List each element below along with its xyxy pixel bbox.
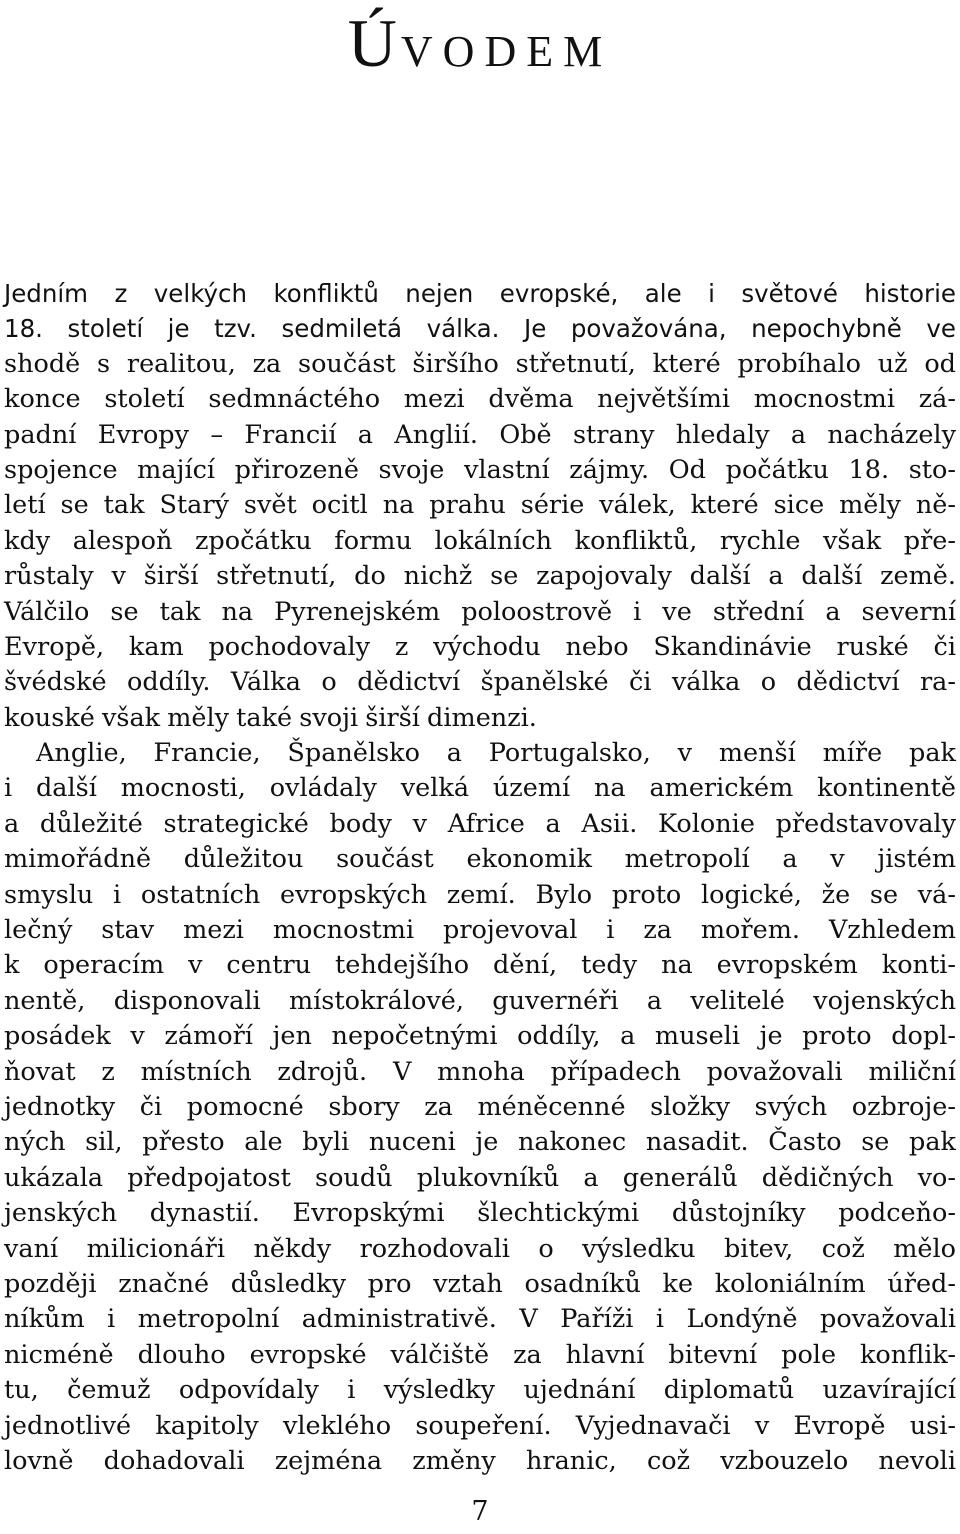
text-line: švédské oddíly. Válka o dědictví španělské či válka o dědictví ra- bbox=[4, 667, 956, 698]
chapter-title-rest: VODEM bbox=[400, 27, 613, 76]
body-text bbox=[4, 276, 956, 1479]
text-line: shodě s realitou, za součást širšího střetnutí, které probíhalo už od bbox=[4, 348, 956, 379]
text-line: jenských dynastií. Evropskými šlechtickými důstojníky podceňo- bbox=[4, 1198, 956, 1229]
page-number: 7 bbox=[471, 1496, 489, 1527]
text-line: 18. století je tzv. sedmiletá válka. Je považována, nepochybně ve bbox=[4, 314, 956, 344]
text-line: mimořádně důležitou součást ekonomik metropolí a v jistém bbox=[4, 844, 956, 875]
text-line: ukázala předpojatost soudů plukovníků a generálů dědičných vo- bbox=[4, 1162, 956, 1193]
text-line: letí se tak Starý svět ocitl na prahu série válek, které sice měly ně- bbox=[4, 490, 956, 521]
text-line: růstaly v širší střetnutí, do nichž se zapojovaly další a další země. bbox=[4, 561, 956, 592]
text-line: i další mocnosti, ovládaly velká území na americkém kontinentě bbox=[4, 773, 956, 804]
text-line: ných sil, přesto ale byli nuceni je nakonec nasadit. Často se pak bbox=[4, 1127, 956, 1158]
text-line: konce století sedmnáctého mezi dvěma největšími mocnostmi zá- bbox=[4, 384, 956, 415]
text-line: lečný stav mezi mocnostmi projevoval i za mořem. Vzhledem bbox=[4, 915, 956, 946]
text-line: k operacím v centru tehdejšího dění, tedy na evropském konti- bbox=[4, 950, 956, 981]
text-line: spojence mající přirozeně svoje vlastní zájmy. Od počátku 18. sto- bbox=[4, 454, 956, 485]
text-line: jednotlivé kapitoly vleklého soupeření. Vyjednavači v Evropě usi- bbox=[4, 1410, 956, 1441]
text-line: Evropě, kam pochodovaly z východu nebo Skandinávie ruské či bbox=[4, 631, 956, 662]
text-line: kouské však měly také svoji širší dimenzi. bbox=[4, 702, 537, 733]
text-line: a důležité strategické body v Africe a Asii. Kolonie představovaly bbox=[4, 808, 956, 839]
text-line: jednotky či pomocné sbory za méněcenné složky svých ozbroje- bbox=[4, 1091, 956, 1122]
text-line: vaní milicionáři někdy rozhodovali o výsledku bitev, což mělo bbox=[4, 1233, 956, 1264]
text-line: nentě, disponovali místokrálové, guvernéři a velitelé vojenských bbox=[4, 985, 956, 1016]
text-line: ňovat z místních zdrojů. V mnoha případech považovali miliční bbox=[4, 1056, 956, 1087]
text-line: smyslu i ostatních evropských zemí. Bylo proto logické, že se vá- bbox=[4, 879, 956, 910]
text-line: posádek v zámoří jen nepočetnými oddíly, a museli je proto dopl- bbox=[4, 1021, 956, 1052]
text-line: padní Evropy – Francií a Anglií. Obě strany hledaly a nacházely bbox=[4, 419, 956, 450]
text-line: později značné důsledky pro vztah osadníků ke koloniálním úřed- bbox=[4, 1268, 956, 1299]
text-line: níkům i metropolní administrativě. V Paříži i Londýně považovali bbox=[4, 1304, 956, 1335]
text-line: Jedním z velkých konfliktů nejen evropské, ale i světové historie bbox=[4, 279, 956, 308]
text-line: lovně dohadovali zejména změny hranic, což vzbouzelo nevoli bbox=[4, 1445, 956, 1476]
text-line: tu, čemuž odpovídaly i výsledky ujednání diplomatů uzavírající bbox=[4, 1375, 956, 1406]
text-line: kdy alespoň zpočátku formu lokálních konfliktů, rychle však pře- bbox=[4, 525, 956, 556]
text-line: Anglie, Francie, Španělsko a Portugalsko, v menší míře pak bbox=[36, 738, 956, 769]
text-line: Válčilo se tak na Pyrenejském poloostrově i ve střední a severní bbox=[4, 596, 956, 627]
chapter-title-initial: Ú bbox=[347, 5, 401, 81]
text-line: nicméně dlouho evropské válčiště za hlavní bitevní pole konflik- bbox=[4, 1339, 956, 1370]
chapter-title bbox=[0, 5, 960, 87]
